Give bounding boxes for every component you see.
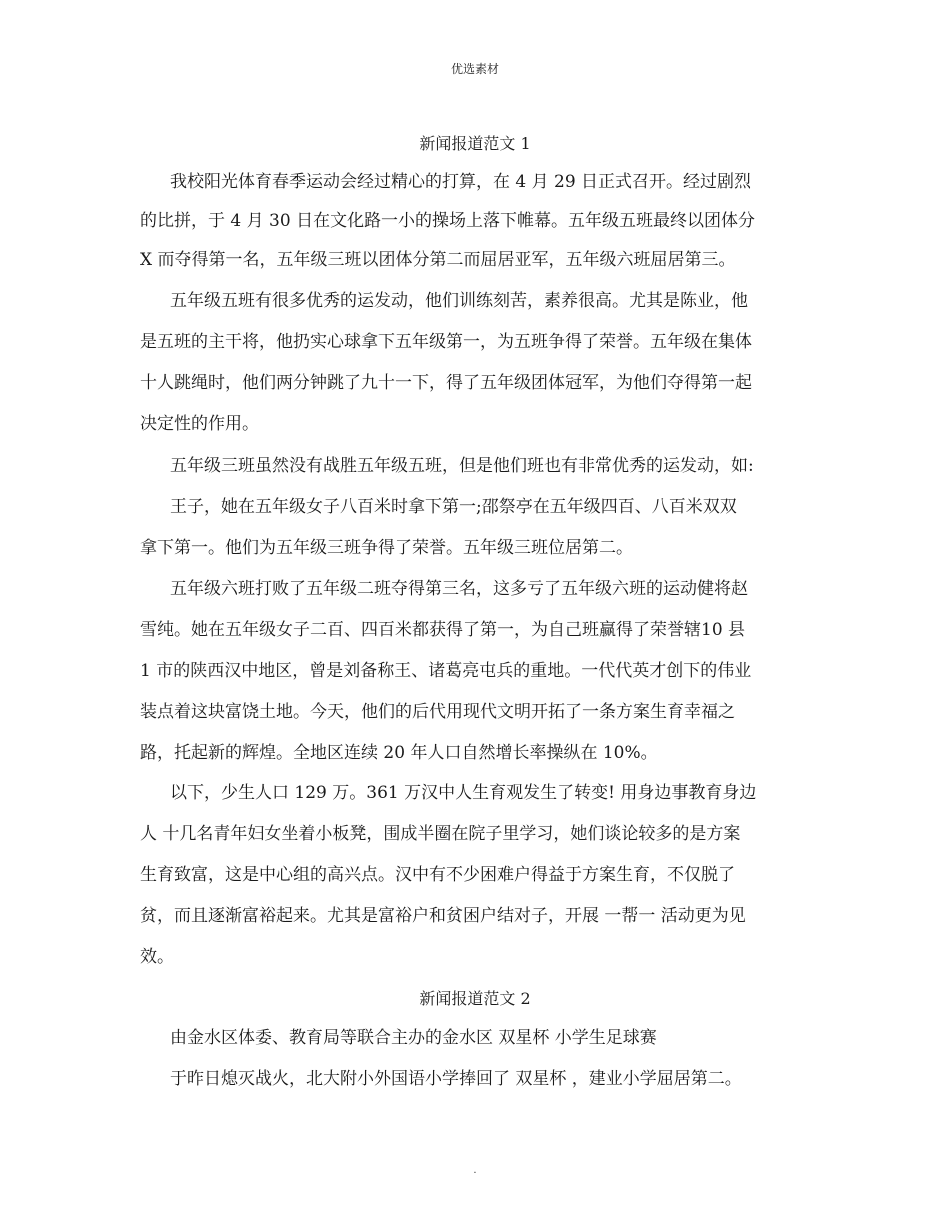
article-1-line: 五年级六班打败了五年级二班夺得第三名，这多亏了五年级六班的运动健将赵: [170, 579, 748, 599]
article-1-line: 的比拼，于 4 月 30 日在文化路一小的操场上落下帷幕。五年级五班最终以团体分: [140, 211, 756, 231]
page-header-label: 优选素材: [450, 62, 499, 76]
article-2-line: 由金水区体委、教育局等联合主办的金水区 双星杯 小学生足球赛: [170, 1028, 657, 1048]
article-1-line: 拿下第一。他们为五年级三班争得了荣誉。五年级三班位居第二。: [140, 538, 633, 558]
article-1-line: 人 十几名青年妇女坐着小板凳，围成半圈在院子里学习，她们谈论较多的是方案: [140, 824, 741, 844]
article-1-line: 贫，而且逐渐富裕起来。尤其是富裕户和贫困户结对子，开展 一帮一 活动更为见: [140, 906, 746, 926]
article-1-line: 是五班的主干将，他扔实心球拿下五年级第一，为五班争得了荣誉。五年级在集体: [140, 332, 752, 352]
article-1-line: 雪纯。她在五年级女子二百、四百米都获得了第一，为自己班赢得了荣誉辖10 县: [140, 620, 746, 640]
article-1-line: 效。: [140, 947, 174, 967]
article-1-line: 装点着这块富饶土地。今天，他们的后代用现代文明开拓了一条方案生育幸福之: [140, 702, 735, 722]
article-1-line: 路，托起新的辉煌。全地区连续 20 年人口自然增长率操纵在 10%。: [140, 743, 658, 763]
article-1-line: 生育致富，这是中心组的高兴点。汉中有不少困难户得益于方案生育，不仅脱了: [140, 865, 735, 885]
article-1-line: 1 市的陕西汉中地区，曾是刘备称王、诸葛亮屯兵的重地。一代代英才创下的伟业: [140, 661, 752, 681]
article-1-line: 五年级五班有很多优秀的运发动，他们训练刻苦，素养很高。尤其是陈业，他: [170, 291, 748, 311]
article-1-line: 我校阳光体育春季运动会经过精心的打算，在 4 月 29 日正式召开。经过剧烈: [170, 172, 752, 192]
page-footer-mark: .: [473, 1165, 477, 1176]
article-1-line: 王子，她在五年级女子八百米时拿下第一;邵祭亭在五年级四百、八百米双双: [170, 497, 737, 517]
article-1-line: 决定性的作用。: [140, 414, 259, 434]
article-2-title: 新闻报道范文 2: [419, 989, 531, 1008]
article-1-title: 新闻报道范文 1: [419, 134, 531, 153]
article-2-line: 于昨日熄灭战火，北大附小外国语小学捧回了 双星杯 ，建业小学屈居第二。: [170, 1069, 742, 1089]
article-1-line: 以下，少生人口 129 万。361 万汉中人生育观发生了转变! 用身边事教育身边: [170, 783, 757, 803]
article-1-line: X 而夺得第一名，五年级三班以团体分第二而屈居亚军，五年级六班屈居第三。: [140, 250, 736, 270]
article-1-line: 五年级三班虽然没有战胜五年级五班，但是他们班也有非常优秀的运发动，如:: [170, 456, 754, 476]
article-1-line: 十人跳绳时，他们两分钟跳了九十一下，得了五年级团体冠军，为他们夺得第一起: [140, 373, 752, 393]
